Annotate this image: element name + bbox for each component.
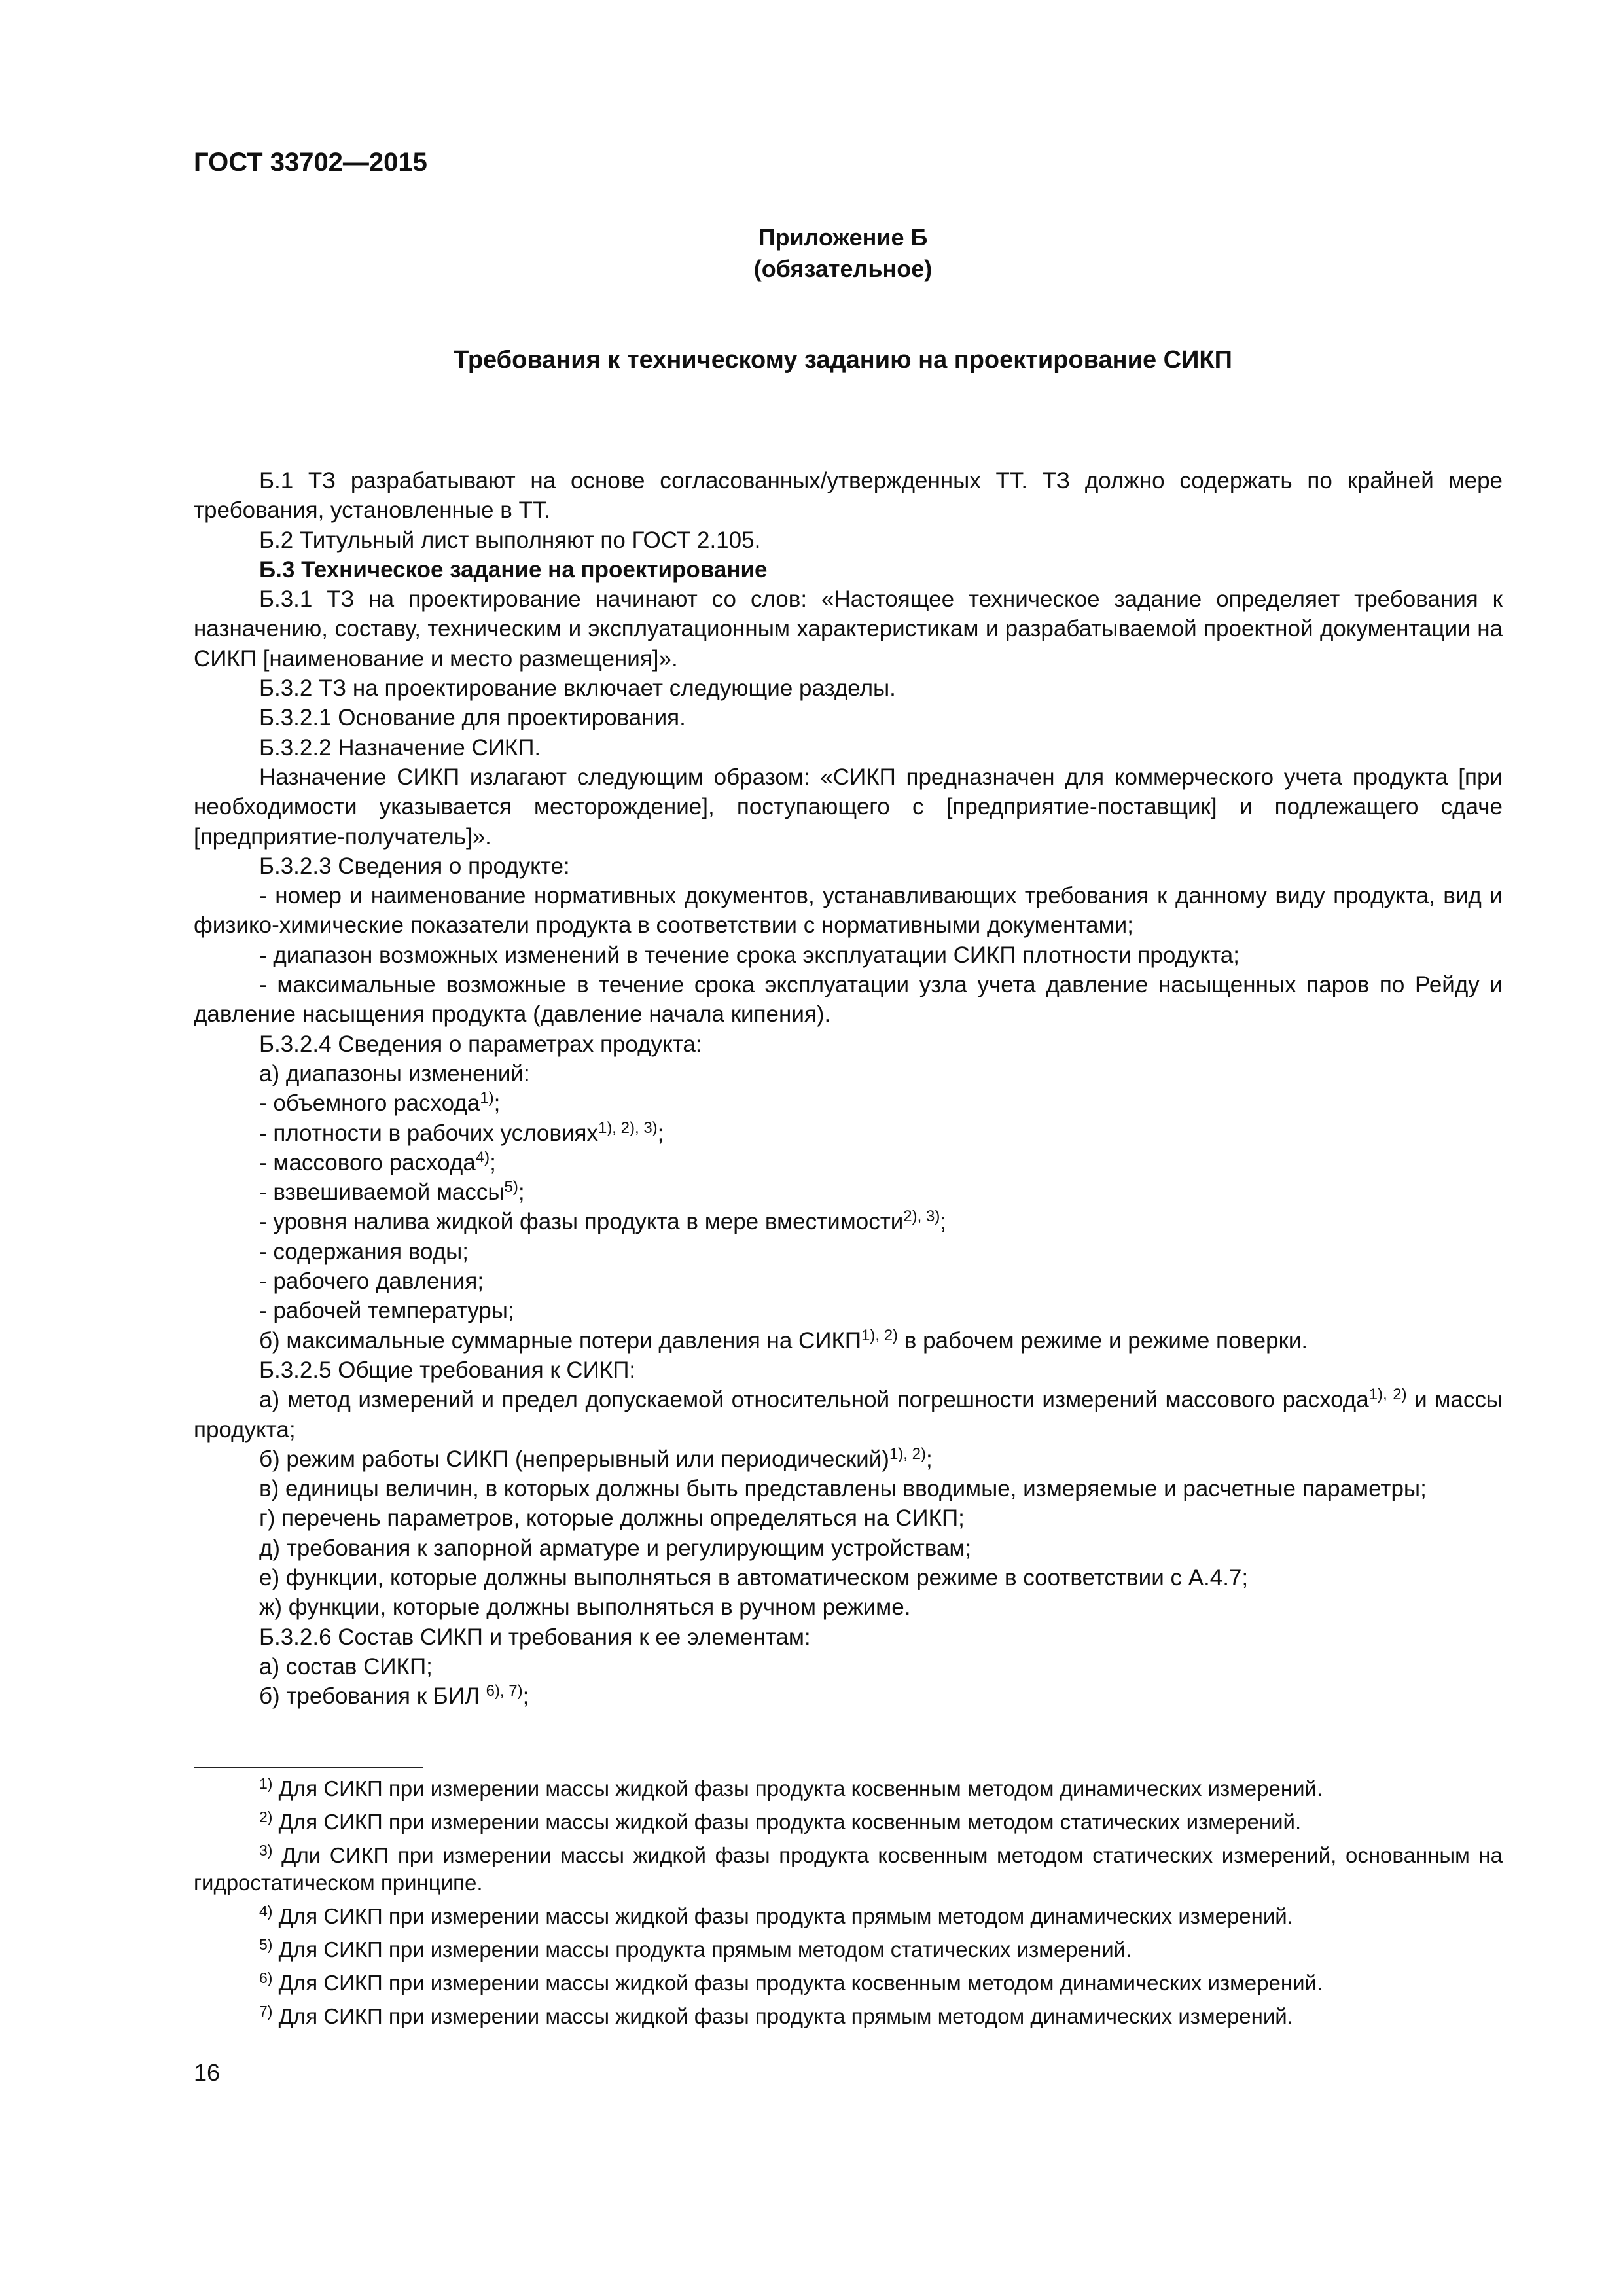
list-item: - номер и наименование нормативных документов, устанавливающих требования к данному виду продукта, вид и физико-химические показатели продукта в соответствии с нормативными документами; xyxy=(194,883,1503,939)
footnote xyxy=(194,1842,1503,1897)
footnote-mark: 2) xyxy=(259,1808,273,1825)
list-item: д) требования к запорной арматуре и регулирующим устройствам; xyxy=(259,1535,972,1561)
footnote-mark: 6) xyxy=(259,1969,273,1986)
footnote xyxy=(194,1969,1503,1997)
list-item: - диапазон возможных изменений в течение срока эксплуатации СИКП плотности продукта; xyxy=(259,942,1240,968)
list-item xyxy=(194,1119,1503,1148)
list-item: а) состав СИКП; xyxy=(259,1653,433,1679)
list-item xyxy=(194,1681,1503,1711)
footnote-ref: 1), 2), 3) xyxy=(597,1119,658,1137)
footnote xyxy=(194,1903,1503,1930)
list-item-end: ; xyxy=(657,1120,664,1146)
footnote-mark: 5) xyxy=(259,1936,273,1953)
list-item-end: в рабочем режиме и режиме поверки. xyxy=(898,1327,1308,1354)
list-item-end: и массы продукта; xyxy=(194,1387,1503,1443)
footnote-ref: 2), 3) xyxy=(903,1208,940,1226)
footnote xyxy=(194,1808,1503,1836)
paragraph: Назначение СИКП излагают следующим образом: «СИКП предназначен для коммерческого учета продукта [при необходимости указывается месторождение], поступающего с [предприятие-поставщик] и подлежащего сдаче [предприятие-получатель]». xyxy=(194,764,1503,850)
footnotes xyxy=(194,1775,1503,2036)
annex-type: (обязательное) xyxy=(753,255,933,282)
list-item-end: ; xyxy=(940,1209,947,1235)
footnote xyxy=(194,1775,1503,1803)
footnote xyxy=(194,1936,1503,1964)
list-item: г) перечень параметров, которые должны определяться на СИКП; xyxy=(259,1505,965,1532)
list-item xyxy=(194,1385,1503,1444)
list-item: в) единицы величин, в которых должны быть представлены вводимые, измеряемые и расчетные параметры; xyxy=(259,1476,1427,1502)
list-item-text: б) требования к БИЛ xyxy=(259,1683,486,1710)
list-item-text: - массового расхода xyxy=(259,1149,476,1175)
footnote-ref: 1), 2) xyxy=(889,1444,926,1463)
paragraph: Б.3.2.1 Основание для проектирования. xyxy=(259,705,686,731)
list-item-text: а) метод измерений и предел допускаемой относительной погрешности измерений массового расхода xyxy=(259,1387,1369,1413)
paragraph: Б.3.2.5 Общие требования к СИКП: xyxy=(259,1357,636,1383)
footnote-ref: 6), 7) xyxy=(486,1682,523,1700)
footnote xyxy=(194,2003,1503,2030)
footnote-text: Для СИКП при измерении массы жидкой фазы продукта косвенным методом динамических измерений. xyxy=(272,1971,1323,1995)
paragraph: Б.2 Титульный лист выполняют по ГОСТ 2.105. xyxy=(259,527,761,553)
list-item: ж) функции, которые должны выполняться в ручном режиме. xyxy=(259,1594,911,1621)
list-item xyxy=(194,1177,1503,1207)
list-item xyxy=(194,1207,1503,1236)
footnote-ref: 1) xyxy=(480,1089,494,1107)
annex-title: Приложение Б xyxy=(758,224,928,251)
footnote-text: Для СИКП при измерении массы жидкой фазы продукта косвенным методом статических измерений. xyxy=(272,1810,1302,1834)
list-item-text: - взвешиваемой массы xyxy=(259,1179,505,1206)
footnote-text: Для СИКП при измерении массы жидкой фазы продукта прямым методом динамических измерений. xyxy=(272,2004,1293,2028)
list-item xyxy=(194,1088,1503,1118)
list-item-end: ; xyxy=(493,1090,501,1117)
list-item xyxy=(194,1148,1503,1177)
list-item-end: ; xyxy=(490,1149,496,1175)
paragraph: Б.3.2 ТЗ на проектирование включает следующие разделы. xyxy=(259,675,896,702)
list-item: - содержания воды; xyxy=(259,1238,469,1265)
paragraph: Б.1 ТЗ разрабатывают на основе согласованных/утвержденных ТТ. ТЗ должно содержать по крайней мере требования, установленные в ТТ. xyxy=(194,468,1503,524)
paragraph: Б.3.2.4 Сведения о параметрах продукта: xyxy=(259,1031,702,1057)
footnote-text: Для СИКП при измерении массы жидкой фазы продукта косвенным методом динамических измерений. xyxy=(272,1776,1323,1801)
footnote-ref: 1), 2) xyxy=(861,1326,899,1344)
footnote-text: Для СИКП при измерении массы жидкой фазы продукта прямым методом динамических измерений. xyxy=(272,1904,1293,1928)
main-text xyxy=(194,466,1503,1711)
page-number: 16 xyxy=(194,2059,221,2086)
list-item-end: ; xyxy=(522,1683,529,1710)
paragraph: Б.3.1 ТЗ на проектирование начинают со слов: «Настоящее техническое задание определяет требования к назначению, составу, техническим и эксплуатационным характеристикам и разрабатываемой проектной документации на СИКП [наименование и место размещения]». xyxy=(194,586,1503,672)
list-item: е) функции, которые должны выполняться в автоматическом режиме в соответствии с А.4.7; xyxy=(259,1564,1249,1590)
paragraph: Б.3.2.3 Сведения о продукте: xyxy=(259,853,570,879)
list-item-end: ; xyxy=(518,1179,525,1206)
footnote-mark: 4) xyxy=(259,1903,273,1920)
footnote-text: Дли СИКП при измерении массы жидкой фазы продукта косвенным методом статических измерений, основанным на гидростатическом принципе. xyxy=(194,1843,1503,1895)
paragraph: Б.3.2.2 Назначение СИКП. xyxy=(259,734,541,761)
footnote-mark: 3) xyxy=(259,1842,273,1859)
footnote-ref: 1), 2) xyxy=(1368,1386,1407,1404)
list-item: - рабочего давления; xyxy=(259,1268,484,1295)
paragraph: Б.3.2.6 Состав СИКП и требования к ее элементам: xyxy=(259,1624,811,1650)
list-item xyxy=(194,1444,1503,1474)
subsection-heading: Б.3 Техническое задание на проектирование xyxy=(259,556,768,583)
annex-heading: Требования к техническому заданию на проектирование СИКП xyxy=(454,346,1232,374)
list-item-end: ; xyxy=(925,1446,933,1472)
footnote-ref: 4) xyxy=(475,1148,490,1166)
list-item: а) диапазоны изменений: xyxy=(259,1060,530,1086)
list-item xyxy=(194,1326,1503,1355)
footnote-text: Для СИКП при измерении массы продукта прямым методом статических измерений. xyxy=(272,1937,1132,1962)
list-item-text: - плотности в рабочих условиях xyxy=(259,1120,598,1146)
footnote-mark: 7) xyxy=(259,2003,273,2020)
list-item: - максимальные возможные в течение срока эксплуатации узла учета давление насыщенных паров по Рейду и давление насыщения продукта (давление начала кипения). xyxy=(194,972,1503,1028)
list-item-text: - уровня налива жидкой фазы продукта в мере вместимости xyxy=(259,1209,904,1235)
document-id: ГОСТ 33702—2015 xyxy=(194,148,427,177)
footnote-ref: 5) xyxy=(504,1178,518,1196)
list-item: - рабочей температуры; xyxy=(259,1298,514,1324)
list-item-text: б) режим работы СИКП (непрерывный или периодический) xyxy=(259,1446,889,1472)
footnote-mark: 1) xyxy=(259,1775,273,1792)
list-item-text: б) максимальные суммарные потери давления на СИКП xyxy=(259,1327,862,1354)
list-item-text: - объемного расхода xyxy=(259,1090,480,1117)
footnote-separator xyxy=(194,1767,423,1768)
